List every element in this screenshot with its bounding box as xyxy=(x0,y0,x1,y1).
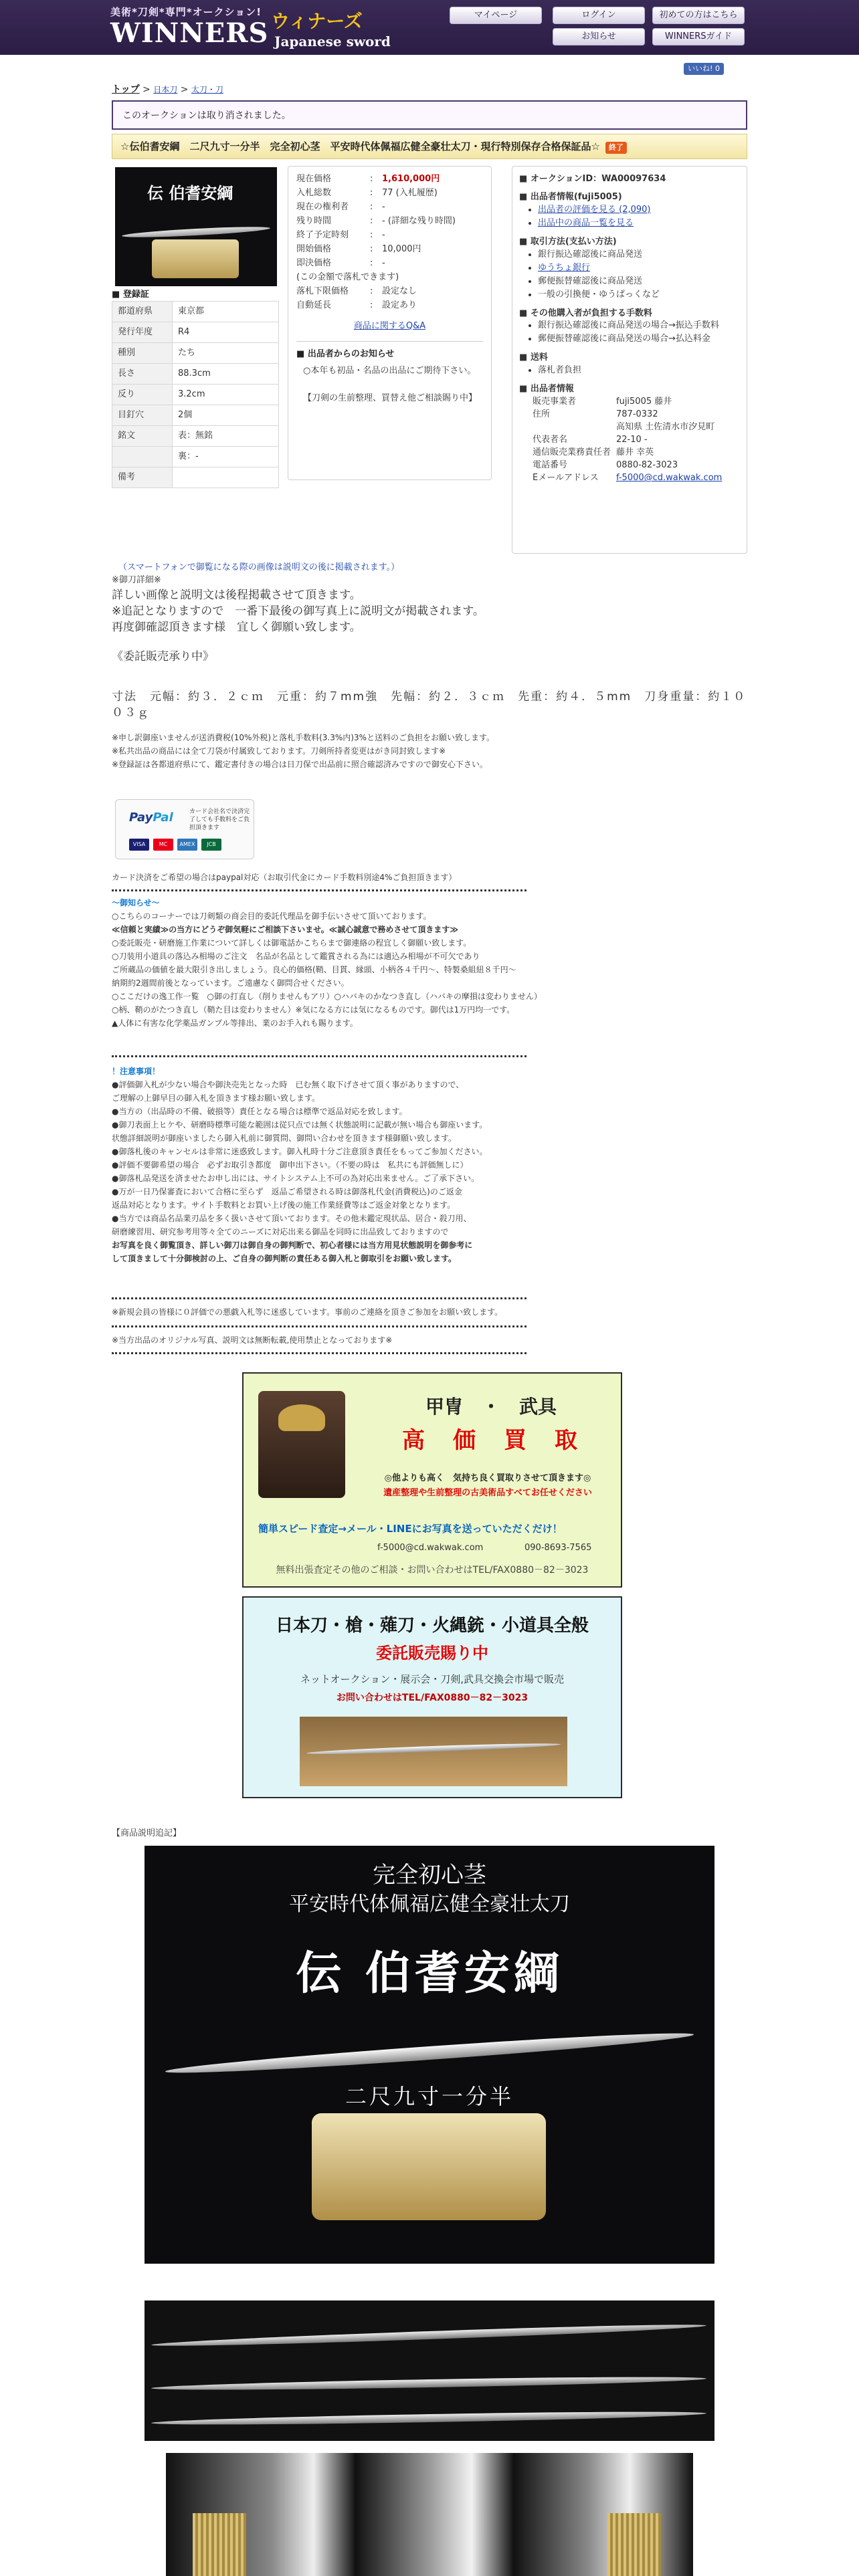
registration-heading: ■ 登録証 xyxy=(112,289,149,302)
seller-value: 22-10 - xyxy=(616,435,648,445)
ad-line: ネットオークション・展示会・刀剣,武具交換会市場で販売 xyxy=(300,1673,565,1685)
seller-rating-link[interactable]: 出品者の評価を見る (2,090) xyxy=(538,204,651,215)
auction-row: 落札下限価格 : 設定なし xyxy=(296,286,483,300)
sword-main-photo[interactable] xyxy=(145,1846,714,2264)
notice-line: ○柄、鞘のがたつき直し（鞘た目は変わりません）※気になる方には気になるものです。御代は1万円均一です。 xyxy=(112,1005,515,1014)
caution-line: して頂きまして十分御検討の上、ご自身の御判断の責任ある御入札と御取引をお願い致します。 xyxy=(112,1254,457,1263)
copyright-note: ※当方出品のオリジナル写真、説明文は無断転載,使用禁止となっております※ xyxy=(112,1335,393,1345)
notice-line: ▲人体に有害な化学薬品ガンプル等排出、業のお手入れも賜ります。 xyxy=(112,1018,358,1028)
auction-row: 終了予定時刻 : - xyxy=(296,229,483,243)
auction-row-label: 現在価格 xyxy=(296,174,332,184)
auction-row: 残り時間 : - (詳細な残り時間) xyxy=(296,215,483,229)
sword-blade-image xyxy=(151,2409,706,2427)
login-button[interactable]: ログイン xyxy=(553,7,645,24)
paypal-badge xyxy=(115,799,254,859)
table-row xyxy=(112,467,279,488)
seller-key: 販売事業者 xyxy=(533,397,577,407)
mastercard-icon: MC xyxy=(153,839,173,851)
divider xyxy=(112,889,527,891)
seller-email-link[interactable]: f-5000@cd.wakwak.com xyxy=(616,473,723,484)
seller-value: 787-0332 xyxy=(616,409,658,420)
facebook-like-button[interactable]: いいね! 0 xyxy=(684,63,724,75)
auction-row: 入札総数 : 77 (入札履歴) xyxy=(296,187,483,201)
list-item: • 郵便振替確認後に商品発送の場合→払込料金 xyxy=(538,333,740,346)
list-item: • 銀行振込確認後に商品発送 xyxy=(538,249,740,262)
cancelled-notice: このオークションは取り消されました。 xyxy=(112,100,747,130)
habaki-image xyxy=(607,2513,661,2576)
caution-line: ●御刀表面上ヒケや、研磨時標準可能な範囲は従只点では無く状態説明に記載が無い場合も御座います。 xyxy=(112,1120,488,1130)
table-row xyxy=(112,405,279,426)
photo-section-label: 【商品説明追記】 xyxy=(112,1828,182,1838)
note-line: ※登録証は各都道府県にて、鑑定書付きの場合は日刀保で出品前に照合確認済みですので御安心下さい。 xyxy=(112,759,488,769)
auction-row: 即決価格 : - xyxy=(296,257,483,272)
paypal-description: カード会社名で決済完了しても手数料をご負担頂きます xyxy=(189,809,250,831)
mypage-button[interactable]: マイページ xyxy=(450,7,542,24)
auction-row-value: 10,000円 xyxy=(382,244,421,254)
caution-line: ご理解の上御早目の御入札を頂きます様お願い致します。 xyxy=(112,1093,320,1103)
habaki-image xyxy=(193,2513,246,2576)
table-row xyxy=(112,364,279,385)
caution-line: ●評価不要御希望の場合 必ずお取引き都度 御申出下さい。（不要の時は 私共にも評価無しに） xyxy=(112,1160,468,1170)
item-description xyxy=(112,562,747,771)
seller-value: 藤井 幸英 xyxy=(616,447,654,458)
logo-brand-kana: ウィナーズ xyxy=(271,10,363,32)
auction-id: ■ オークションID：WA00097634 xyxy=(519,173,740,186)
table-row xyxy=(112,343,279,364)
seller-value: 0880-82-3023 xyxy=(616,460,678,471)
desc-line: ※追記となりますので 一番下最後の御写真上に説明文が掲載されます。 xyxy=(112,604,484,618)
spec-key: 都道府県 xyxy=(112,302,173,322)
detail-heading: ※御刀詳細※ xyxy=(112,574,161,585)
ad-phone: 090-8693-7565 xyxy=(524,1543,592,1553)
seller-notice-line: 【刀剣の生前整理、買替え他ご相談賜り中】 xyxy=(303,393,478,403)
spec-key: 長さ xyxy=(112,364,173,385)
photo-caption: 伝 伯耆安綱 xyxy=(296,1947,563,2000)
smartphone-note: （スマートフォンで御覧になる際の画像は説明文の後に掲載されます。） xyxy=(118,562,400,572)
breadcrumb xyxy=(112,83,223,96)
seller-listings-link[interactable]: 出品中の商品一覧を見る xyxy=(538,217,634,228)
payment-heading: ■ 取引方法(支払い方法) xyxy=(519,236,740,249)
seller-notice-line: ○本年も初品・名品の出品にご期待下さい。 xyxy=(303,365,476,376)
spec-value: 3.2cm xyxy=(173,385,279,405)
auction-row-label: 落札下限価格 xyxy=(296,286,349,296)
item-thumbnail[interactable] xyxy=(115,167,277,286)
spec-key: 反り xyxy=(112,385,173,405)
seller-key: 住所 xyxy=(533,409,551,420)
auction-title xyxy=(112,134,747,159)
auction-row-value: - xyxy=(382,230,385,240)
auction-row-label: 入札総数 xyxy=(296,188,332,198)
sword-stand-image xyxy=(312,2113,546,2220)
seller-value: 高知県 土佐清水市汐見町 xyxy=(616,422,715,433)
spec-value: 表：無銘 xyxy=(173,426,279,447)
breadcrumb-subcategory[interactable]: 太刀・刀 xyxy=(191,85,223,94)
sword-blade-image xyxy=(151,2375,706,2392)
caution-line: お写真を良く御覧頂き、詳しい御刀は御自身の御判断で、初心者様には当方用見状態説明を御参考に xyxy=(112,1241,473,1250)
table-row xyxy=(112,302,279,322)
auction-row-label: 残り時間 xyxy=(296,216,332,226)
ended-badge: 終了 xyxy=(605,142,627,154)
sword-display-image xyxy=(300,1717,567,1786)
amex-card-icon: AMEX xyxy=(177,839,197,851)
desc-line: 再度御確認頂きます様 宜しく御願い致します。 xyxy=(112,620,361,634)
caution-line: 研磨練習用、研究参考用等々全てのニーズに対応出来る御品を同時に出品致しておりますので xyxy=(112,1227,449,1237)
breadcrumb-category[interactable]: 日本刀 xyxy=(153,85,178,94)
visa-card-icon: VISA xyxy=(129,839,149,851)
auction-row-value: - xyxy=(382,258,385,268)
armor-image xyxy=(258,1391,345,1498)
ad-email: f-5000@cd.wakwak.com xyxy=(377,1543,484,1553)
seller-info-heading: ■ 出品者情報(fuji5005) xyxy=(519,191,740,204)
sword-detail-photo[interactable] xyxy=(145,2300,714,2441)
spec-value: たち xyxy=(173,343,279,364)
notice-line: ○委託販売・研磨施工作業について詳しくは御電話かこちらまで御連絡の程宜しく御願い致します。 xyxy=(112,938,472,948)
spec-value: R4 xyxy=(173,322,279,343)
ad-subtitle: 高 価 買 取 xyxy=(402,1427,580,1454)
divider xyxy=(112,1352,527,1354)
auction-row-label: 終了予定時刻 xyxy=(296,230,349,240)
caution-line: 返品対応となります。サイト手数料とお買い上げ後の施工作業経費等はご返金対象となります。 xyxy=(112,1200,456,1210)
first-time-button[interactable]: 初めての方はこちら xyxy=(652,7,745,24)
spec-value: 88.3cm xyxy=(173,364,279,385)
paypal-logo: PayPal xyxy=(129,811,173,825)
photo-caption: 二尺九寸一分半 xyxy=(345,2084,514,2109)
product-qa-link[interactable]: 商品に関するQ&A xyxy=(353,321,426,331)
seller-details-heading: ■ 出品者情報 xyxy=(519,383,740,396)
divider xyxy=(112,1325,527,1327)
auction-row: 自動延長 : 設定あり xyxy=(296,300,483,314)
auction-row: 開始価格 : 10,000円 xyxy=(296,243,483,257)
spec-value: 裏：- xyxy=(173,447,279,467)
notice-line: ○刀装用小道具の落込み相場のご注文 名品が名品として鑑賞される為には適込み相場が不可欠であり xyxy=(112,952,480,961)
breadcrumb-separator: > xyxy=(180,84,189,95)
ad-title: 日本刀・槍・薙刀・火縄銃・小道具全般 xyxy=(275,1616,589,1636)
spec-key: 発行年度 xyxy=(112,322,173,343)
spec-key xyxy=(112,447,173,467)
seller-key: 代表者名 xyxy=(533,435,568,445)
consignment-ad[interactable] xyxy=(242,1596,622,1798)
spec-value xyxy=(173,467,279,488)
table-row xyxy=(112,322,279,343)
photo-caption: 平安時代体佩福広健全豪壮太刀 xyxy=(289,1893,570,1916)
caution-line: ●御落札後のキャンセルは非常に迷惑致します。御入札時十分ご注意頂き責任をもってご参加ください。 xyxy=(112,1147,488,1156)
auction-info-box xyxy=(288,166,492,480)
logo-tagline: 美術*刀剣*専門*オークション! xyxy=(110,6,262,18)
armor-buying-ad[interactable] xyxy=(242,1372,622,1588)
auction-row-label: 開始価格 xyxy=(296,244,332,254)
bid-count-link[interactable]: 77 (入札履歴) xyxy=(382,188,438,198)
photo-caption: 完全初心茎 xyxy=(373,1862,486,1889)
list-item: • 一般の引換便・ゆうぱっくなど xyxy=(538,289,740,302)
breadcrumb-separator: > xyxy=(142,84,151,95)
table-row xyxy=(112,447,279,467)
spec-key: 種別 xyxy=(112,343,173,364)
seller-value: fuji5005 藤井 xyxy=(616,397,672,407)
caution-line: ●当方の（出品時の不備、破損等）責任となる場合は標準で返品対応を致します。 xyxy=(112,1107,407,1116)
site-header xyxy=(0,0,859,55)
ad-speed-line: 簡単スピード査定→メール・LINEにお写真を送っていただくだけ！ xyxy=(258,1523,563,1535)
new-member-note: ※新規会員の皆様に０評価での悪戯入札等に迷惑しています。事前のご連絡を頂きご参加をお願い致します。 xyxy=(112,1307,503,1317)
auction-title-text: ☆伝伯耆安綱 二尺九寸一分半 完全初心茎 平安時代体佩福広健全豪壮太刀・現行特別保存合格保証品☆ xyxy=(120,140,600,152)
guide-button[interactable]: WINNERSガイド xyxy=(652,28,745,45)
auction-row xyxy=(296,272,483,286)
auction-row-label: (この金額で落札できます) xyxy=(296,272,399,282)
seller-key: 電話番号 xyxy=(533,460,568,471)
news-button[interactable]: お知らせ xyxy=(553,28,645,45)
spec-key: 目釘穴 xyxy=(112,405,173,426)
ad-line: お問い合わせはTEL/FAX0880－82－3023 xyxy=(336,1693,529,1703)
caution-line: ●万が一日乃保審査において合格に至らず 返品ご希望される時は御落札代金(消費税込)のご返金 xyxy=(112,1187,462,1196)
caution-line: ●当方では商品名品業刃品を多く扱いさせて頂いております。その他未鑑定現状品、居合・殺刀用、 xyxy=(112,1214,472,1223)
notice-line: ご所蔵品の価値を最大限引き出しましょう。良心的価格(鞘、目貫、縁頭、小柄各４千円〜、特製桑組紐８千円〜 xyxy=(112,965,516,974)
caution-section xyxy=(112,1065,747,1265)
sword-blade-image xyxy=(151,2322,706,2349)
desc-line: 詳しい画像と説明文は後程掲載させて頂きます。 xyxy=(112,588,361,602)
thumbnail-caption: 伝 伯耆安綱 xyxy=(147,183,233,203)
auction-row: 現在価格 : 1,610,000円 xyxy=(296,173,483,187)
seller-key: 通信販売業務責任者 xyxy=(533,447,611,458)
seller-notice-heading: ■ 出品者からのお知らせ xyxy=(296,348,483,361)
notice-section xyxy=(112,896,747,1030)
shipping-heading: ■ 送料 xyxy=(519,352,740,364)
sword-blade-image xyxy=(306,1741,561,1755)
notice-line: ○ここだけの逸工作一覧 ○御の打直し（削りませんもアリ）○ハバキのかなつき直し（ハバキの摩損は変わりません） xyxy=(112,992,542,1001)
ad-line: 遺産整理や生前整理の古美術品すべてお任せください xyxy=(383,1488,592,1498)
auction-row: 現在の権利者 : - xyxy=(296,201,483,215)
notice-line: 納期約2週間前後となっています。ご遠慮なく御問合せください。 xyxy=(112,978,349,988)
note-line: ※私共出品の商品には全て刀袋が付属致しております。刀剣所持者変更はがき同封致します※ xyxy=(112,746,446,756)
sword-blade-image xyxy=(122,225,270,239)
divider xyxy=(112,1297,527,1299)
caution-line: 状態詳細説明が御座いましたら御入札前に御質問、御問い合わせを頂きます様御願い致します。 xyxy=(112,1134,457,1143)
list-item: • 銀行振込確認後に商品発送の場合→振込手数料 xyxy=(538,320,740,333)
caution-line: ●評価御入札が少ない場合や御決売先となった時 已む無く取下げさせて頂く事がありますので、 xyxy=(112,1080,464,1089)
fees-heading: ■ その他購入者が負担する手数料 xyxy=(519,308,740,320)
notice-title: 〜御知らせ〜 xyxy=(112,898,160,907)
ad-title: 甲冑 ・ 武具 xyxy=(425,1396,557,1418)
seller-key: Eメールアドレス xyxy=(533,473,599,484)
auction-row-label: 現在の権利者 xyxy=(296,202,349,212)
spec-value: 2個 xyxy=(173,405,279,426)
sword-blade-image xyxy=(165,2028,694,2078)
dimensions-line: 寸法 元幅：約３．２ｃｍ 元重：約７mm強 先幅：約２．３ｃｍ 先重：約４．５mm 刀身重量：約１００３ｇ xyxy=(112,689,747,720)
jcb-card-icon: JCB xyxy=(201,839,221,851)
notice-line: ≪信頼と実績≫の当方にどうぞ御気軽にご相談下さいませ。≪誠心誠意で務めさせて頂きます≫ xyxy=(112,925,458,934)
logo-subtitle: Japanese sword xyxy=(274,33,391,49)
list-item: • 郵便振替確認後に商品発送 xyxy=(538,276,740,289)
spec-key: 銘文 xyxy=(112,426,173,447)
consignment-line: 《委託販売承り中》 xyxy=(112,649,214,663)
divider xyxy=(112,1055,527,1057)
current-price: 1,610,000円 xyxy=(382,174,440,184)
caution-title: ！注意事項！ xyxy=(112,1067,161,1076)
auction-row-value: - xyxy=(382,202,385,212)
seller-info-box xyxy=(512,166,747,554)
seller-key xyxy=(519,421,616,434)
auction-row-value: 設定あり xyxy=(382,300,417,310)
site-logo[interactable] xyxy=(110,5,391,49)
remaining-time-link[interactable]: - (詳細な残り時間) xyxy=(382,216,456,226)
sword-closeup-photo[interactable] xyxy=(166,2453,693,2576)
auction-row-label: 自動延長 xyxy=(296,300,332,310)
auction-row-value: 設定なし xyxy=(382,286,417,296)
ad-footer: 無料出張査定その他のご相談・お問い合わせはTEL/FAX0880－82－3023 xyxy=(276,1565,589,1576)
note-line: ※申し訳御座いませんが送消費税(10%外税)と落札手数料(3.3%内)3%と送料のご負担をお願い致します。 xyxy=(112,732,495,742)
notice-line: ○こちらのコーナーでは刀剣類の商会目的委託代理品を御手伝いさせて頂いております。 xyxy=(112,911,432,921)
sword-stand-image xyxy=(152,239,239,278)
list-item: • 落札者負担 xyxy=(538,364,740,378)
table-row xyxy=(112,426,279,447)
breadcrumb-top[interactable]: トップ xyxy=(112,84,140,95)
table-row xyxy=(112,385,279,405)
registration-table xyxy=(112,301,279,488)
spec-value: 東京都 xyxy=(173,302,279,322)
ad-line: ◎他よりも高く 気持ち良く買取りさせて頂きます◎ xyxy=(384,1473,591,1483)
ad-subtitle: 委託販売賜り中 xyxy=(376,1644,488,1662)
logo-brand: WINNERS xyxy=(110,17,269,49)
caution-line: ●御落札品発送を済ませたお申し出には、サイトシステム上不可の為対応出来ません。ご了承下さい。 xyxy=(112,1174,480,1183)
spec-key: 備考 xyxy=(112,467,173,488)
paypal-note: カード決済をご希望の場合はpaypal対応（お取引代金にカード手数料別途4%ご負担頂きます） xyxy=(112,873,457,882)
yucho-bank-link[interactable]: ゆうちょ銀行 xyxy=(538,262,591,273)
auction-row-label: 即決価格 xyxy=(296,258,332,268)
